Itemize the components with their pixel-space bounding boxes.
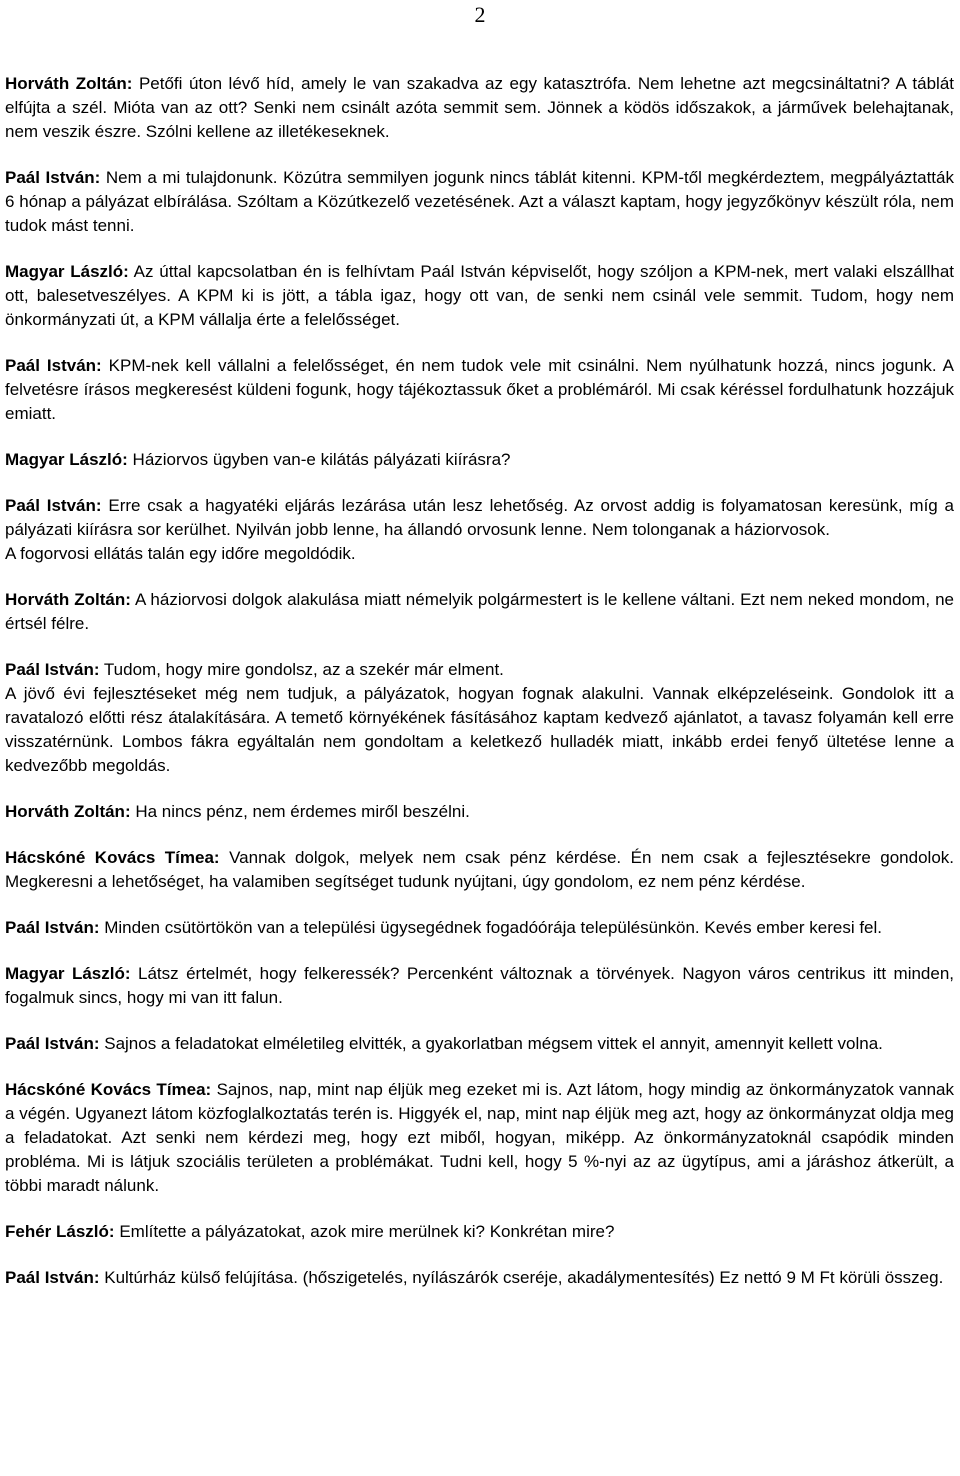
- dialogue-paragraph: [5, 1032, 954, 1056]
- speaker-name: Magyar László:: [5, 964, 131, 983]
- paragraph-line: [5, 800, 954, 824]
- paragraph-line: [5, 166, 954, 238]
- dialogue-paragraph: [5, 588, 954, 636]
- speech-text: Minden csütörtökön van a települési ügysegédnek fogadóórája településünkön. Kevés ember keresi fel.: [104, 918, 883, 937]
- speaker-name: Hácskóné Kovács Tímea:: [5, 848, 220, 867]
- paragraph-line: [5, 260, 954, 332]
- speech-text: Nem a mi tulajdonunk. Közútra semmilyen jogunk nincs táblát kitenni. KPM-től megkérdeztem, megpályáztatták 6 hónap a pályázat elbírálása. Szóltam a Közútkezelő vezetésének. Azt a választ kaptam, hogy jegyzőkönyv készült róla, nem tudok mást tenni.: [5, 168, 954, 235]
- speech-text: Kultúrház külső felújítása. (hőszigetelés, nyílászárók cseréje, akadálymentesítés) Ez nettó 9 M Ft körüli összeg.: [104, 1268, 944, 1287]
- paragraph-line: [5, 1032, 954, 1056]
- page-number: 2: [474, 2, 486, 27]
- paragraph-line: [5, 588, 954, 636]
- paragraph-line: [5, 682, 954, 778]
- speech-text: A fogorvosi ellátás talán egy időre megoldódik.: [5, 544, 356, 563]
- speech-text: Látsz értelmét, hogy felkeressék? Percenként változnak a törvények. Nagyon város centrikus itt minden, fogalmuk sincs, hogy mi van itt falun.: [5, 964, 955, 1007]
- speaker-name: Magyar László:: [5, 262, 129, 281]
- dialogue-paragraph: [5, 916, 954, 940]
- speech-text: KPM-nek kell vállalni a felelősséget, én nem tudok vele mit csinálni. Nem nyúlhatunk hozzá, nincs jogunk. A felvetésre írásos megkeresést küldeni fogunk, hogy tájékoztassuk őket a problémáról. Mi csak kéréssel fordulhatunk hozzájuk emiatt.: [5, 356, 954, 423]
- dialogue-paragraph: [5, 448, 954, 472]
- speaker-name: Paál István:: [5, 168, 101, 187]
- speech-text: Említette a pályázatokat, azok mire merülnek ki? Konkrétan mire?: [119, 1222, 615, 1241]
- speech-text: A jövő évi fejlesztéseket még nem tudjuk, a pályázatok, hogyan fognak alakulni. Vannak elképzeléseink. Gondolok itt a ravatalozó előtti rész átalakítására. A temető környékének fásításához kaptam kedvező ajánlatot, a tavasz folyamán kell erre visszatérnünk. Lombos fákra egyáltalán nem gondoltam a keletkező hulladék miatt, inkább erdei fenyő ültetése lenne a kedvezőbb megoldás.: [5, 684, 954, 775]
- minutes-body: [5, 72, 954, 1312]
- dialogue-paragraph: [5, 494, 954, 566]
- paragraph-line: [5, 658, 954, 682]
- paragraph-line: [5, 962, 954, 1010]
- paragraph-line: [5, 1078, 954, 1198]
- speaker-name: Magyar László:: [5, 450, 128, 469]
- dialogue-paragraph: [5, 658, 954, 778]
- speaker-name: Paál István:: [5, 1268, 100, 1287]
- dialogue-paragraph: [5, 846, 954, 894]
- speech-text: Ha nincs pénz, nem érdemes miről beszélni.: [135, 802, 470, 821]
- dialogue-paragraph: [5, 962, 954, 1010]
- speaker-name: Horváth Zoltán:: [5, 74, 133, 93]
- speaker-name: Horváth Zoltán:: [5, 590, 131, 609]
- speaker-name: Paál István:: [5, 660, 100, 679]
- paragraph-line: [5, 846, 954, 894]
- speech-text: Az úttal kapcsolatban én is felhívtam Paál István képviselőt, hogy szóljon a KPM-nek, mert valaki elszállhat ott, balesetveszélyes. A KPM ki is jött, a tábla igaz, hogy ott van, de senki nem csinál vele semmit. Tudom, hogy nem önkormányzati út, a KPM vállalja érte a felelősséget.: [5, 262, 955, 329]
- speech-text: Vannak dolgok, melyek nem csak pénz kérdése. Én nem csak a fejlesztésekre gondolok. Megkeresni a lehetőséget, ha valamiben segítséget tudunk nyújtani, úgy gondolom, ez nem pénz kérdése.: [5, 848, 955, 891]
- paragraph-line: [5, 494, 954, 542]
- speaker-name: Horváth Zoltán:: [5, 802, 131, 821]
- speech-text: Petőfi úton lévő híd, amely le van szakadva az egy katasztrófa. Nem lehetne azt megcsináltatni? A táblát elfújta a szél. Mióta van az ott? Senki nem csinált azóta semmit sem. Jönnek a ködös időszakok, a járművek belehajtanak, nem veszik észre. Szólni kellene az illetékeseknek.: [5, 74, 954, 141]
- dialogue-paragraph: [5, 166, 954, 238]
- speech-text: Háziorvos ügyben van-e kilátás pályázati kiírásra?: [132, 450, 511, 469]
- speech-text: Sajnos, nap, mint nap éljük meg ezeket mi is. Azt látom, hogy mindig az önkormányzatok vannak a végén. Ugyanezt látom közfoglalkoztatás terén is. Higgyék el, nap, mint nap éljük meg azt, hogy az önkormányzat oldja meg a feladatokat. Azt senki nem kérdezi meg, hogy ezt miből, hogyan, miképp. Az önkormányzatoknál csapódik minden probléma. Mi is látjuk szociális területen a problémákat. Tudni kell, hogy 5 %-nyi az az ügytípus, ami a járáshoz átkerült, a többi maradt nálunk.: [5, 1080, 954, 1195]
- paragraph-line: [5, 72, 954, 144]
- speaker-name: Paál István:: [5, 496, 102, 515]
- paragraph-line: [5, 542, 954, 566]
- dialogue-paragraph: [5, 72, 954, 144]
- speech-text: Tudom, hogy mire gondolsz, az a szekér már elment.: [103, 660, 504, 679]
- speaker-name: Paál István:: [5, 356, 102, 375]
- speaker-name: Hácskóné Kovács Tímea:: [5, 1080, 212, 1099]
- dialogue-paragraph: [5, 260, 954, 332]
- paragraph-line: [5, 448, 954, 472]
- paragraph-line: [5, 1266, 954, 1290]
- paragraph-line: [5, 916, 954, 940]
- dialogue-paragraph: [5, 800, 954, 824]
- dialogue-paragraph: [5, 1220, 954, 1244]
- speaker-name: Paál István:: [5, 1034, 100, 1053]
- speaker-name: Paál István:: [5, 918, 100, 937]
- paragraph-line: [5, 1220, 954, 1244]
- dialogue-paragraph: [5, 354, 954, 426]
- paragraph-line: [5, 354, 954, 426]
- dialogue-paragraph: [5, 1078, 954, 1198]
- speech-text: Sajnos a feladatokat elméletileg elvitték, a gyakorlatban mégsem vittek el annyit, amennyit kellett volna.: [104, 1034, 883, 1053]
- speaker-name: Fehér László:: [5, 1222, 115, 1241]
- speech-text: Erre csak a hagyatéki eljárás lezárása után lesz lehetőség. Az orvost addig is folyamatosan keresünk, míg a pályázati kiírásra sor kerülhet. Nyilván jobb lenne, ha állandó orvosunk lenne. Nem tolonganak a háziorvosok.: [5, 496, 954, 539]
- dialogue-paragraph: [5, 1266, 954, 1290]
- speech-text: A háziorvosi dolgok alakulása miatt némelyik polgármestert is le kellene váltani. Ezt nem neked mondom, ne értsél félre.: [5, 590, 954, 633]
